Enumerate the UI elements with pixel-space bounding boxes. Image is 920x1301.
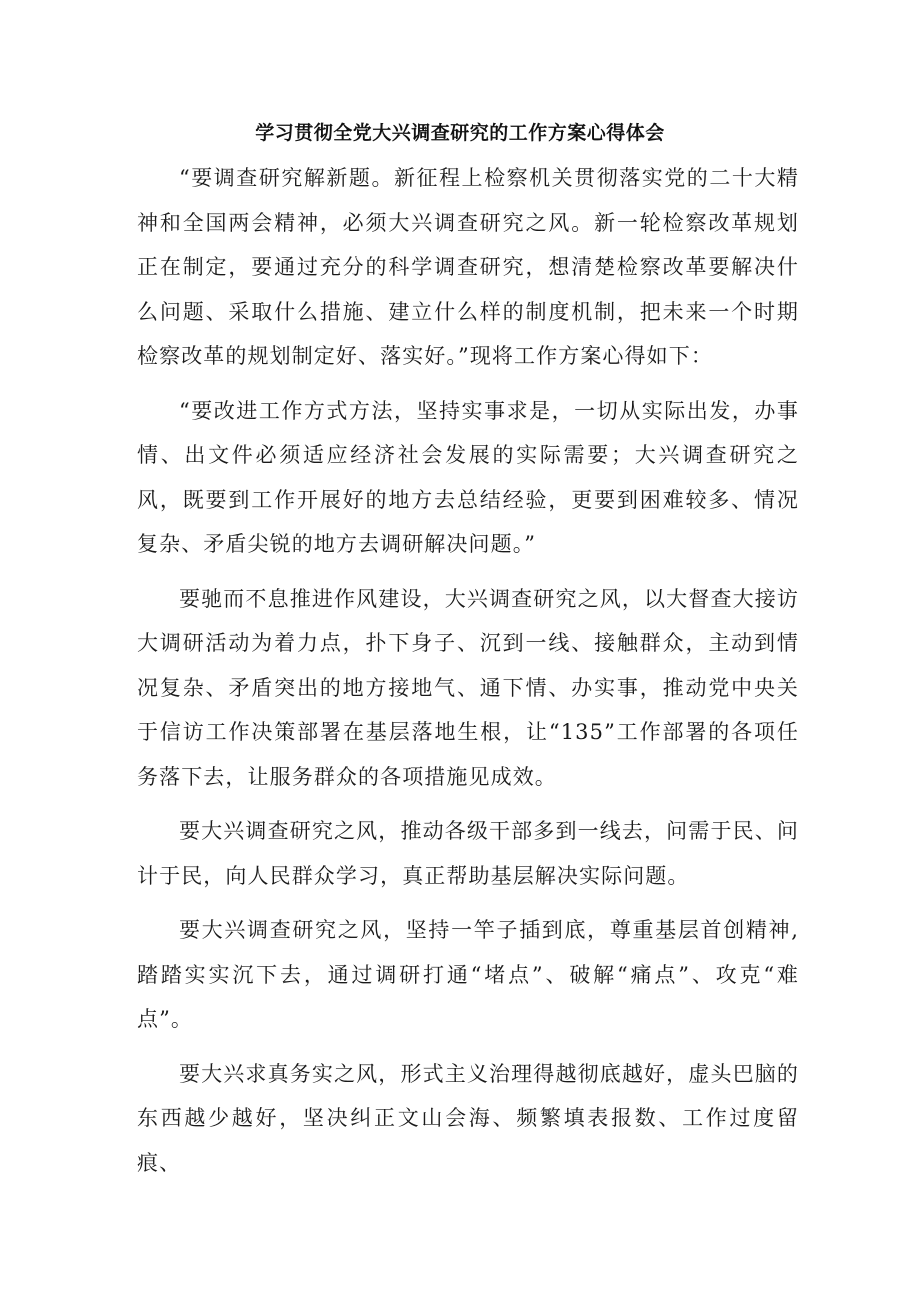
paragraph-4: 要大兴调查研究之风，推动各级干部多到一线去，问需于民、问计于民，向人民群众学习，真正帮助基层解决实际问题。 (137, 819, 799, 888)
paragraph-5: 要大兴调查研究之风，坚持一竿子插到底，尊重基层首创精神,踏踏实实沉下去，通过调研打通“堵点”、破解“痛点”、攻克“难点”。 (137, 918, 799, 1031)
paragraph-6: 要大兴求真务实之风，形式主义治理得越彻底越好，虚头巴脑的东西越少越好，坚决纠正文山会海、频繁填表报数、工作过度留痕、 (137, 1061, 799, 1175)
paragraph-1: “要调查研究解新题。新征程上检察机关贯彻落实党的二十大精神和全国两会精神，必须大兴调查研究之风。新一轮检察改革规划正在制定，要通过充分的科学调查研究，想清楚检察改革要解决什么问题、采取什么措施、建立什么样的制度机制，把未来一个时期检察改革的规划制定好、落实好。”现将工作方案心得如下： (137, 166, 799, 368)
paragraph-3: 要驰而不息推进作风建设，大兴调查研究之风，以大督查大接访大调研活动为着力点，扑下身子、沉到一线、接触群众，主动到情况复杂、矛盾突出的地方接地气、通下情、办实事，推动党中央关于信访工作决策部署在基层落地生根，让“135”工作部署的各项任务落下去，让服务群众的各项措施见成效。 (137, 586, 799, 789)
document-body (137, 156, 799, 1195)
document-title: 学习贯彻全党大兴调查研究的工作方案心得体会 (255, 122, 665, 144)
paragraph-2: “要改进工作方式方法，坚持实事求是，一切从实际出发，办事情、出文件必须适应经济社会发展的实际需要；大兴调查研究之风，既要到工作开展好的地方去总结经验，更要到困难较多、情况复杂、矛盾尖锐的地方去调研解决问题。” (137, 398, 799, 556)
